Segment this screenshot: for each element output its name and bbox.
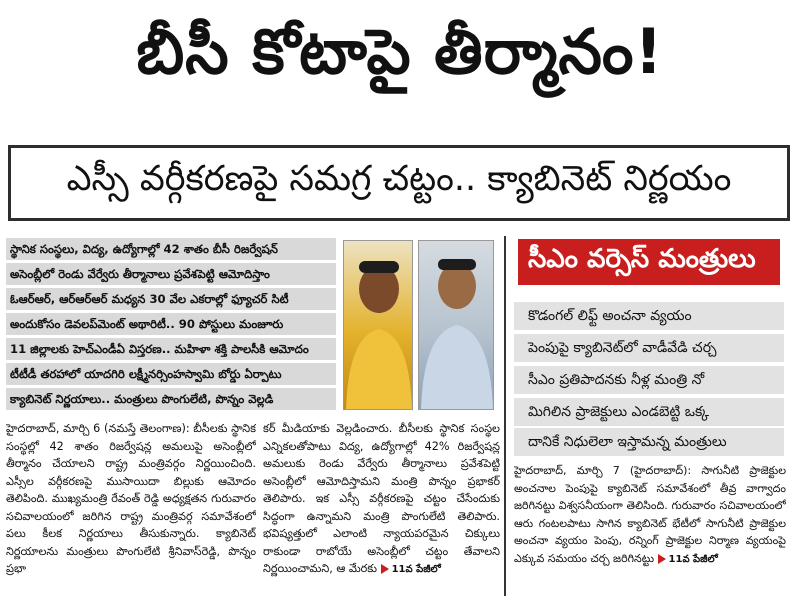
sidebar-banner-title: సీఎం వర్సెస్ మంత్రులు <box>528 244 756 274</box>
sidebar-point: సీఎం ప్రతిపాదనకు నీళ్ల మంత్రి నో <box>514 366 784 394</box>
sidebar-point: మిగిలిన ప్రాజెక్టులు ఎండబెట్టి ఒక్క <box>514 398 784 426</box>
key-points-list <box>6 238 336 413</box>
sidebar-point: దానికే నిధులెలా ఇస్తామన్న మంత్రులు <box>514 428 784 456</box>
key-point: ఓఆర్ఆర్, ఆర్ఆర్ఆర్ మధ్యన 30 వేల ఎకరాల్లో ఫ్యూచర్ సిటీ <box>6 288 336 310</box>
continued-marker <box>381 564 441 575</box>
key-point: అసెంబ్లీలో రెండు వేర్వేరు తీర్మానాలు ప్రవేశపెట్టి ఆమోదిస్తాం <box>6 263 336 285</box>
person-icon <box>419 241 494 410</box>
article-column-1 <box>6 420 256 596</box>
sidebar-point: పెంపుపై క్యాబినెట్‌లో వాడీవేడి చర్చ <box>514 334 784 362</box>
key-point: 11 జిల్లాలకు హెచ్ఎండీఏ విస్తరణ.. మహిళా శక్తి పాలసీకి ఆమోదం <box>6 338 336 360</box>
minister-photo-right <box>418 240 494 410</box>
headline: బీసీ కోటాపై తీర్మానం! <box>136 15 664 88</box>
sidebar-point: కొడంగల్ లిఫ్ట్ అంచనా వ్యయం <box>514 302 784 330</box>
key-point: అందుకోసం డెవలప్‌మెంట్ అథారిటీ.. 90 పోస్టులు మంజూరు <box>6 313 336 335</box>
subheadline-box <box>8 145 790 221</box>
key-point: టీటీడీ తరహాలో యాదగిరి లక్ష్మీనర్సింహస్వామి బోర్డు ఏర్పాటు <box>6 363 336 385</box>
article-text-1: హైదరాబాద్, మార్చి 6 (నమస్తే తెలంగాణ): బీసీలకు స్థానిక సంస్థల్లో 42 శాతం రిజర్వేషన్ల అమలుపై అసెంబ్లీలో తీర్మానం చేయాలని రాష్ట్ర మంత్రివర్గం నిర్ణయించింది. ఎస్సీల వర్గీకరణపై ముసాయిదా బిల్లుకు ఆమోదం తెలిపింది. ముఖ్యమంత్రి రేవంత్ రెడ్డి అధ్యక్షతన గురువారం సచివాలయంలో జరిగిన రాష్ట్ర మంత్రివర్గ సమావేశంలో పలు కీలక నిర్ణయాలు తీసుకున్నారు. క్యాబినెట్ నిర్ణయాలను మంత్రులు పొంగులేటి శ్రీనివాస్‌రెడ్డి, పొన్నం ప్రభా <box>6 422 256 575</box>
key-point: క్యాబినెట్ నిర్ణయాలు.. మంత్రులు పొంగులేటి, పొన్నం వెల్లడి <box>6 388 336 410</box>
subheadline: ఎస్సీ వర్గీకరణపై సమగ్ర చట్టం.. క్యాబినెట్ నిర్ణయం <box>66 159 732 199</box>
sidebar-continued-marker <box>658 554 718 565</box>
sidebar-article <box>514 462 786 598</box>
sidebar-article-text: హైదరాబాద్, మార్చి 7 (హైదరాబాద్): సాగునీటి ప్రాజెక్టుల అంచనాల పెంపుపై క్యాబినెట్ సమావేశంలో తీవ్ర వాగ్వాదం జరిగినట్టు విశ్వసనీయంగా తెలిసింది. గురువారం సచివాలయంలో ఆరు గంటలపాటు సాగిన క్యాబినెట్ భేటీలో సాగునీటి ప్రాజెక్టుల అంచనా వ్యయం పెంపు, రన్నింగ్ ప్రాజెక్టుల నిర్మాణ వ్యయంపై ఎక్కువ సమయం చర్చ జరిగినట్టు <box>514 464 786 565</box>
arrow-right-icon <box>381 564 389 574</box>
article-column-2 <box>263 420 500 596</box>
continued-text: 11వ పేజీలో <box>391 564 441 575</box>
minister-photo-left <box>343 240 413 410</box>
key-point: స్థానిక సంస్థలు, విద్య, ఉద్యోగాల్లో 42 శాతం బీసీ రిజర్వేషన్ <box>6 238 336 260</box>
arrow-right-icon <box>658 554 666 564</box>
person-icon <box>344 241 413 410</box>
sidebar-continued-text: 11వ పేజీలో <box>668 553 718 565</box>
column-divider <box>504 236 506 596</box>
article-text-2: కర్ మీడియాకు వెల్లడించారు. బీసీలకు స్థానిక సంస్థల ఎన్నికలతోపాటు విద్య, ఉద్యోగాల్లో 42% రిజర్వేషన్ల అమలుకు రెండు వేర్వేరు తీర్మానాలు ప్రవేశపెట్టి అసెంబ్లీలో ఆమోదిస్తామని మంత్రి పొన్నం ప్రభాకర్ తెలిపారు. ఇక ఎస్సీ వర్గీకరణపై చట్టం చేసేందుకు సిద్ధంగా ఉన్నామని మంత్రి పొంగులేటి తెలిపారు. భవిష్యత్తులో ఎలాంటి న్యాయపరమైన చిక్కులు రాకుండా రాబోయే అసెంబ్లీలో చట్టం తేవాలని నిర్ణయించామని, ఆ మేరకు <box>263 422 500 575</box>
sidebar-banner <box>518 239 780 285</box>
